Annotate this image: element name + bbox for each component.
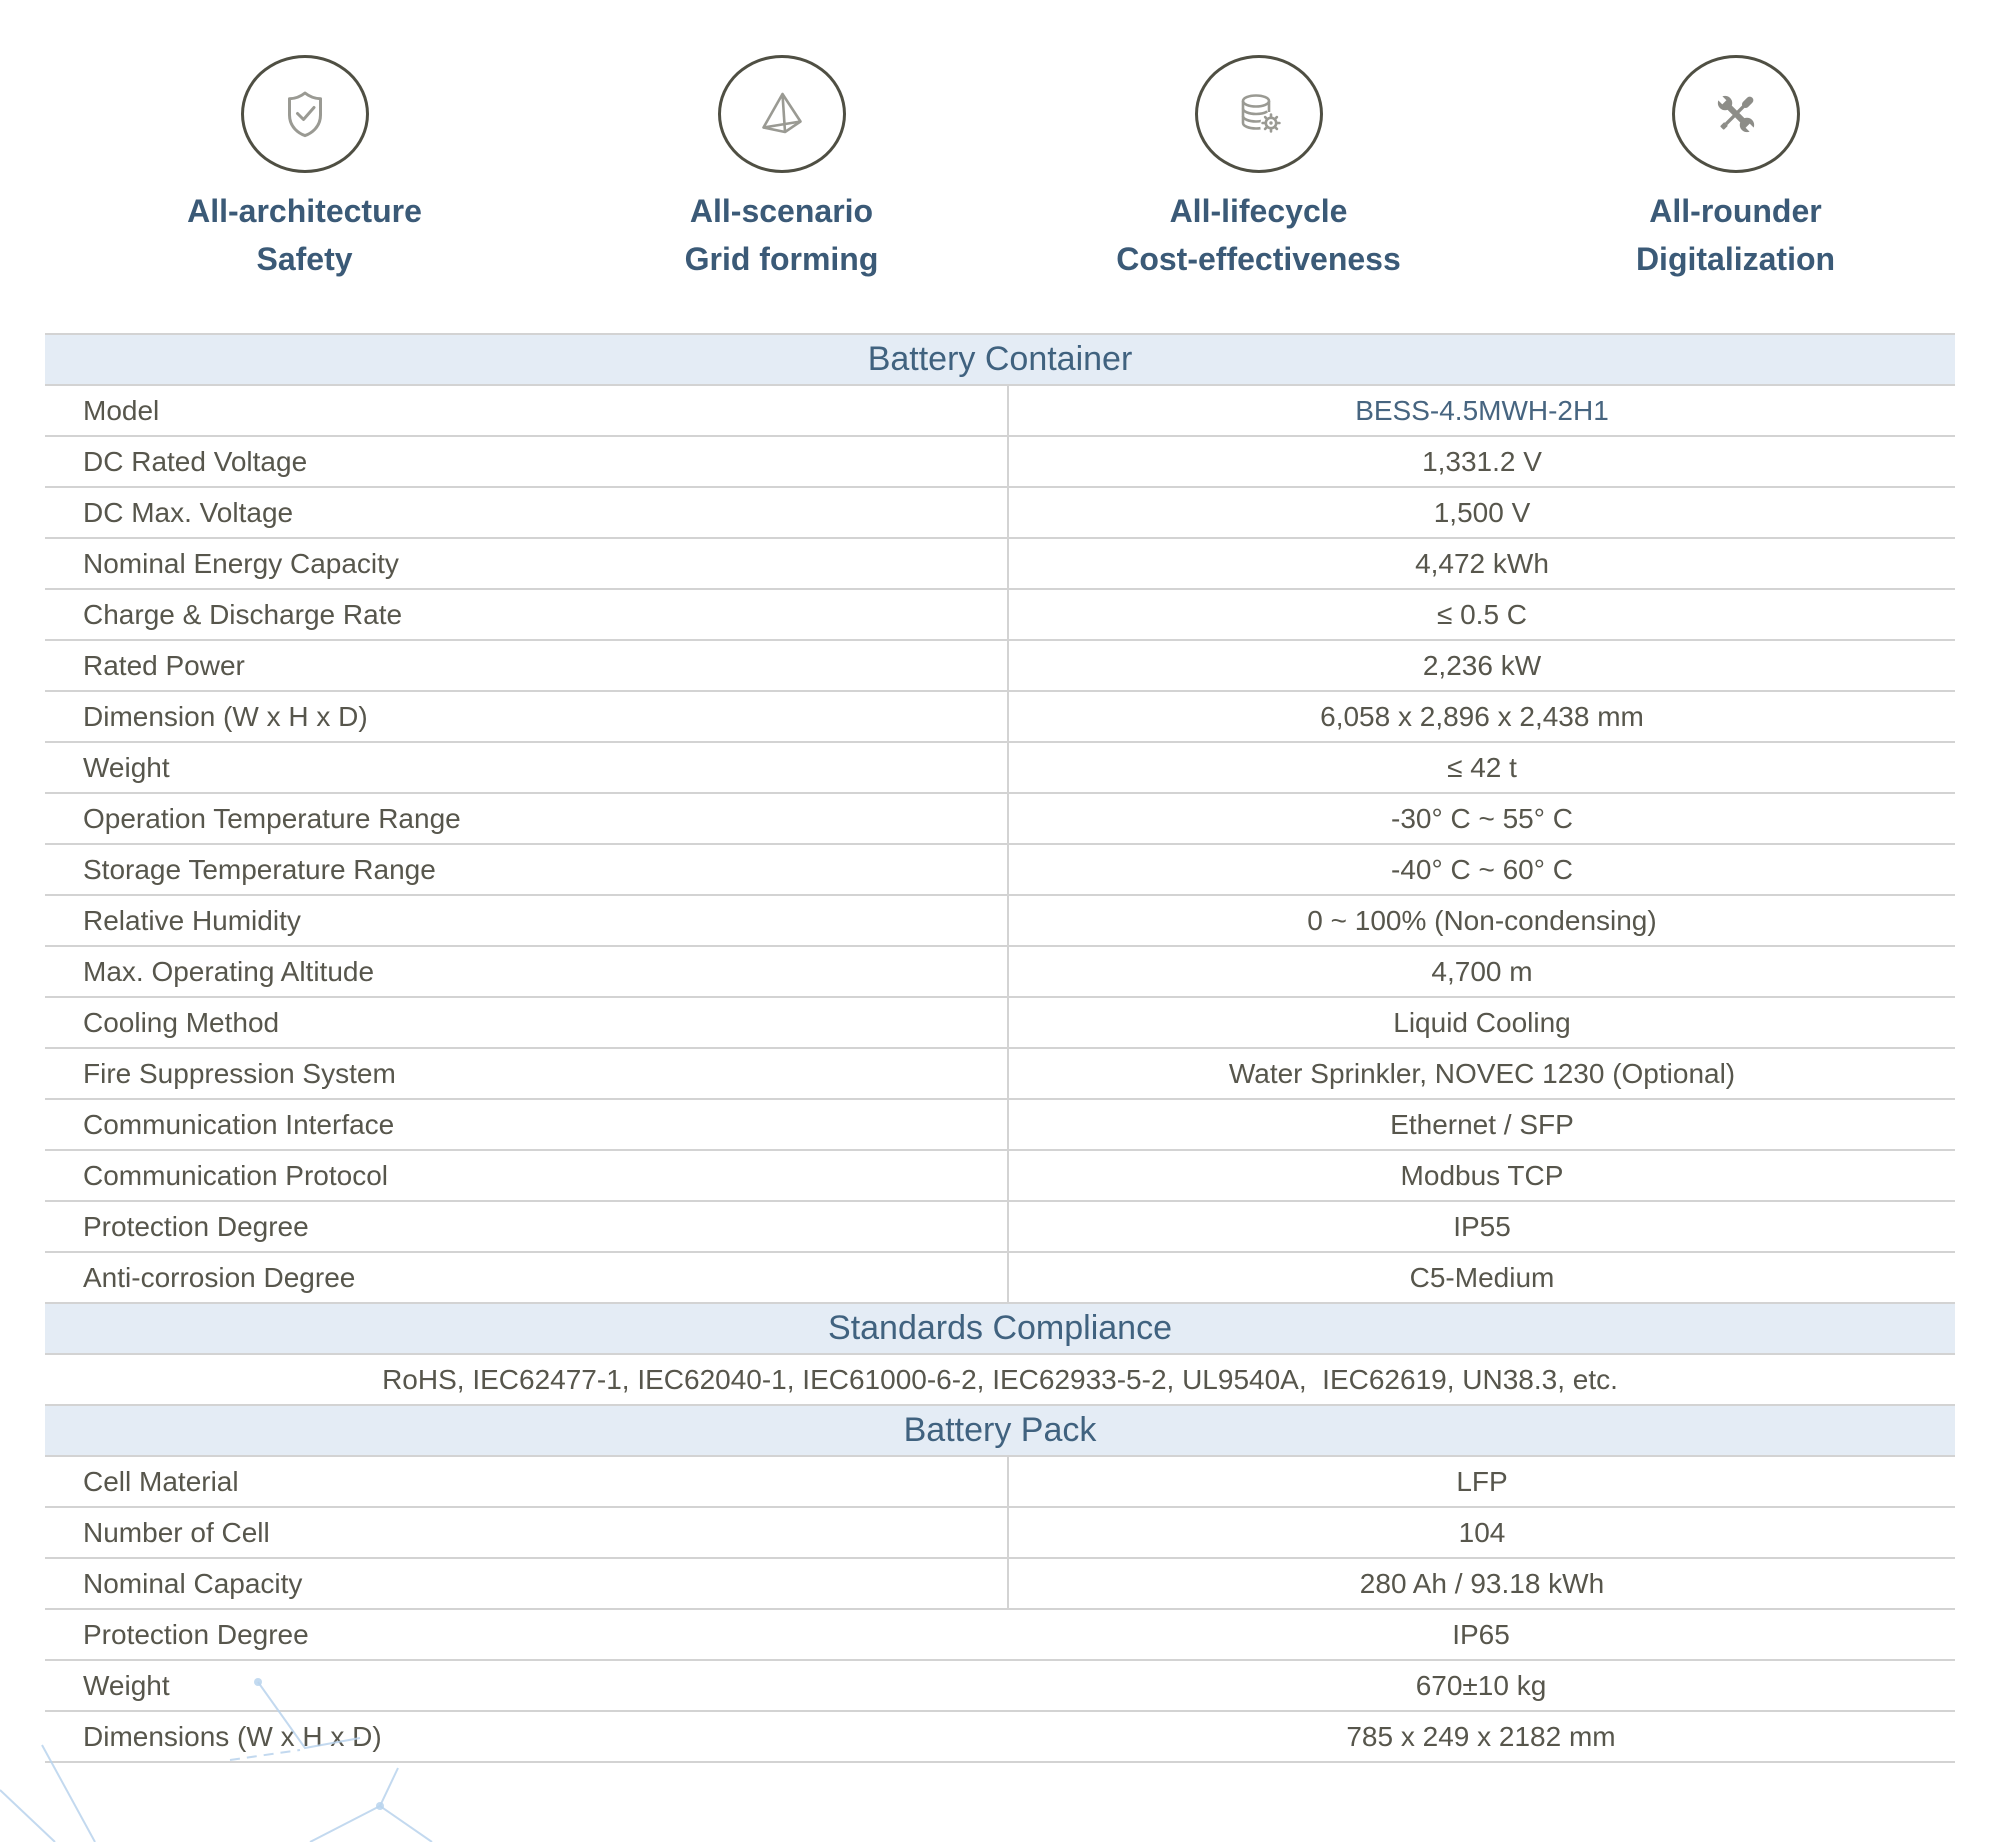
spec-row-charge-discharge-rate (45, 590, 1955, 641)
feature-all-rounder-digitalization (1497, 55, 1974, 283)
spec-value: 670±10 kg (1415, 1669, 1547, 1701)
spec-label: Model (83, 394, 160, 426)
spec-row-dimension-w-x-h-x-d (45, 692, 1955, 743)
spec-table (45, 333, 1955, 1763)
spec-label: Dimension (W x H x D) (83, 700, 368, 732)
spec-value: 4,472 kWh (1007, 539, 1955, 588)
spec-row-protection-degree (45, 1610, 1955, 1661)
spec-label: Fire Suppression System (83, 1057, 396, 1089)
feature-title-line1: All-lifecycle (1169, 193, 1348, 229)
spec-row-number-of-cell (45, 1508, 1955, 1559)
spec-row-storage-temperature-range (45, 845, 1955, 896)
spec-value: 1,500 V (1007, 488, 1955, 537)
spec-row-relative-humidity (45, 896, 1955, 947)
spec-value: BESS-4.5MWH-2H1 (1007, 386, 1955, 435)
spec-label: Rated Power (83, 649, 245, 681)
spec-row-cooling-method (45, 998, 1955, 1049)
tetrahedron-icon (718, 55, 846, 173)
spec-value: ≤ 0.5 C (1007, 590, 1955, 639)
spec-label: Cell Material (83, 1465, 239, 1497)
spec-label: DC Rated Voltage (83, 445, 308, 477)
section-header-battery-container: Battery Container (45, 335, 1955, 386)
section-header-battery-pack: Battery Pack (45, 1406, 1955, 1457)
spec-value: -40° C ~ 60° C (1007, 845, 1955, 894)
spec-label: Cooling Method (83, 1006, 280, 1038)
spec-row-max-operating-altitude (45, 947, 1955, 998)
feature-title (1116, 187, 1401, 283)
spec-row-anti-corrosion-degree (45, 1253, 1955, 1304)
spec-value: Ethernet / SFP (1007, 1100, 1955, 1149)
shield-check-icon (241, 55, 369, 173)
spec-value: Water Sprinkler, NOVEC 1230 (Optional) (1007, 1049, 1955, 1098)
spec-value: 0 ~ 100% (Non-condensing) (1007, 896, 1955, 945)
spec-label: Max. Operating Altitude (83, 955, 375, 987)
spec-row-cell-material (45, 1457, 1955, 1508)
spec-row-dc-rated-voltage (45, 437, 1955, 488)
feature-title-line2: Cost-effectiveness (1116, 241, 1401, 277)
database-gear-icon (1195, 55, 1323, 173)
spec-row-fire-suppression-system (45, 1049, 1955, 1100)
spec-label: Protection Degree (83, 1210, 309, 1242)
spec-value: LFP (1007, 1457, 1955, 1506)
feature-title-line1: All-architecture (187, 193, 422, 229)
section-header-standards-compliance: Standards Compliance (45, 1304, 1955, 1355)
feature-title-line2: Safety (256, 241, 353, 277)
spec-value: IP65 (1452, 1618, 1510, 1650)
spec-row-weight (45, 743, 1955, 794)
feature-title-line1: All-scenario (689, 193, 874, 229)
spec-value: 2,236 kW (1007, 641, 1955, 690)
spec-value: 785 x 249 x 2182 mm (1346, 1720, 1616, 1752)
spec-value: Liquid Cooling (1007, 998, 1955, 1047)
spec-row-weight (45, 1661, 1955, 1712)
spec-value: C5-Medium (1007, 1253, 1955, 1302)
spec-label: Nominal Capacity (83, 1567, 303, 1599)
spec-row-rated-power (45, 641, 1955, 692)
spec-row-nominal-energy-capacity (45, 539, 1955, 590)
feature-highlights (66, 0, 2000, 283)
spec-value: 6,058 x 2,896 x 2,438 mm (1007, 692, 1955, 741)
spec-row-dimensions-w-x-h-x-d (45, 1712, 1955, 1763)
spec-row-operation-temperature-range (45, 794, 1955, 845)
spec-label: Communication Protocol (83, 1159, 389, 1191)
spec-label: Operation Temperature Range (83, 802, 461, 834)
feature-title-line2: Grid forming (684, 241, 879, 277)
spec-row-communication-protocol (45, 1151, 1955, 1202)
spec-label: Storage Temperature Range (83, 853, 436, 885)
spec-value: 1,331.2 V (1007, 437, 1955, 486)
spec-value: IP55 (1007, 1202, 1955, 1251)
feature-title (1636, 187, 1835, 283)
spec-label: Anti-corrosion Degree (83, 1261, 356, 1293)
spec-value: 104 (1007, 1508, 1955, 1557)
spec-label: Communication Interface (83, 1108, 395, 1140)
feature-all-architecture-safety (66, 55, 543, 283)
spec-label: DC Max. Voltage (83, 496, 294, 528)
tools-icon (1672, 55, 1800, 173)
spec-value: 4,700 m (1007, 947, 1955, 996)
spec-value: Modbus TCP (1007, 1151, 1955, 1200)
spec-row-protection-degree (45, 1202, 1955, 1253)
feature-title (187, 187, 422, 283)
spec-label: Relative Humidity (83, 904, 301, 936)
spec-label: Number of Cell (83, 1516, 270, 1548)
spec-label: Dimensions (W x H x D) (83, 1720, 382, 1752)
spec-label: Nominal Energy Capacity (83, 547, 399, 579)
spec-label: Charge & Discharge Rate (83, 598, 403, 630)
feature-all-lifecycle-cost-effectiveness (1020, 55, 1497, 283)
spec-label: Weight (83, 1669, 170, 1701)
spec-label: Protection Degree (83, 1618, 309, 1650)
spec-row-communication-interface (45, 1100, 1955, 1151)
feature-title-line2: Digitalization (1635, 241, 1836, 277)
spec-value: -30° C ~ 55° C (1007, 794, 1955, 843)
spec-row-model (45, 386, 1955, 437)
spec-value: ≤ 42 t (1007, 743, 1955, 792)
spec-value: 280 Ah / 93.18 kWh (1007, 1559, 1955, 1608)
spec-row-nominal-capacity (45, 1559, 1955, 1610)
feature-title (685, 187, 879, 283)
feature-title-line1: All-rounder (1649, 193, 1822, 229)
spec-label: Weight (83, 751, 170, 783)
standards-list: RoHS, IEC62477-1, IEC62040-1, IEC61000-6-2, IEC62933-5-2, UL9540A, IEC62619, UN38.3, etc. (45, 1355, 1955, 1406)
spec-row-dc-max-voltage (45, 488, 1955, 539)
feature-all-scenario-grid-forming (543, 55, 1020, 283)
